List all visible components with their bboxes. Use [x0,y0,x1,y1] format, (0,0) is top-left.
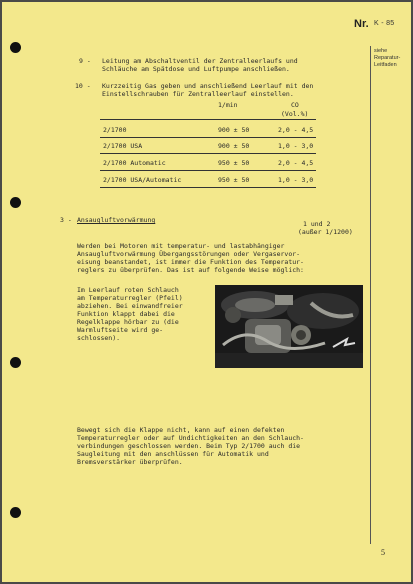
engine-photo [215,285,363,368]
page-number: 5 [381,548,385,557]
table-rule [100,187,316,188]
table-cell-co: 2,0 - 4,5 [278,159,314,167]
section3-title: Ansaugluftvorwärmung [77,216,156,224]
table-rule [100,170,316,171]
header-code: K - 85 [374,20,395,27]
table-header-rpm: 1/min [218,101,238,109]
table-cell-model: 2/1700 USA/Automatic [103,176,182,184]
engine-photo-illustration [215,285,363,368]
section3-applies: 1 und 2 [303,220,331,228]
section3-intro-line: Ansaugluftvorwärmung Übergangsstörungen oder Vergaservor- [77,250,301,258]
table-cell-rpm: 950 ± 50 [218,176,250,184]
header-nr: Nr. [354,18,369,30]
table-header-co: CO [291,101,299,109]
section3-bottom-line: Saugleitung mit den anschlüssen für Automatik und [77,450,269,458]
side-note-line: siehe [374,48,388,54]
section3-intro-line: Werden bei Motoren mit temperatur- und lastabhängiger [77,242,285,250]
section3-bottom-line: Bewegt sich die Klappe nicht, kann auf einen defekten [77,426,285,434]
section3-left-line: Warmluftseite wird ge- [77,326,164,334]
side-note-line: Leitfaden [374,62,397,68]
item9-line: Leitung am Abschaltventil der Zentralleerlaufs und [102,57,298,65]
table-header-co-unit: (Vol.%) [281,110,309,118]
section3-intro-line: eisung beanstandet, ist immer die Funktion des Temperatur- [77,258,304,266]
section3-left-line: am Temperaturregler (Pfeil) [77,294,183,302]
section3-left-line: Im Leerlauf roten Schlauch [77,286,179,294]
document-page [2,2,411,582]
table-cell-co: 1,0 - 3,0 [278,142,314,150]
table-cell-rpm: 900 ± 50 [218,142,250,150]
section3-left-line: Funktion klappt dabei die [77,310,175,318]
table-cell-rpm: 900 ± 50 [218,126,250,134]
item10-line: Kurzzeitig Gas geben und anschließend Leerlauf mit den [102,82,314,90]
section3-bottom-line: Temperaturregler oder auf Undichtigkeiten an den Schlauch- [77,434,304,442]
binder-hole [10,197,21,208]
section3-left-line: abziehen. Bei einwandfreier [77,302,183,310]
section3-applies-note: (außer 1/1200) [298,228,353,236]
section3-bottom-line: Bremsverstärker überprüfen. [77,458,183,466]
table-cell-co: 1,0 - 3,0 [278,176,314,184]
binder-hole [10,42,21,53]
table-rule [100,137,316,138]
side-note [374,48,408,69]
item10-line: Einstellschrauben für Zentralleerlauf einstellen. [102,90,294,98]
item10-number: 10 - [75,82,91,90]
margin-line [370,46,371,544]
section3-left-line: schlossen). [77,334,121,342]
table-cell-model: 2/1700 USA [103,142,143,150]
table-cell-model: 2/1700 Automatic [103,159,166,167]
table-rule [100,153,316,154]
section3-left-line: Regelklappe hörbar zu (die [77,318,179,326]
section3-bottom-line: verbindungen geschlossen werden. Beim Typ 2/1700 auch die [77,442,301,450]
section3-number: 3 - [60,216,72,224]
table-rule [100,119,316,120]
table-cell-co: 2,0 - 4,5 [278,126,314,134]
item9-number: 9 - [79,57,91,65]
table-cell-rpm: 950 ± 50 [218,159,250,167]
table-cell-model: 2/1700 [103,126,127,134]
item9-line: Schläuche am Spätdose und Luftpumpe anschließen. [102,65,290,73]
side-note-line: Reparatur- [374,55,401,61]
binder-hole [10,357,21,368]
binder-hole [10,507,21,518]
section3-intro-line: reglers zu überprüfen. Das ist auf folgende Weise möglich: [77,266,304,274]
